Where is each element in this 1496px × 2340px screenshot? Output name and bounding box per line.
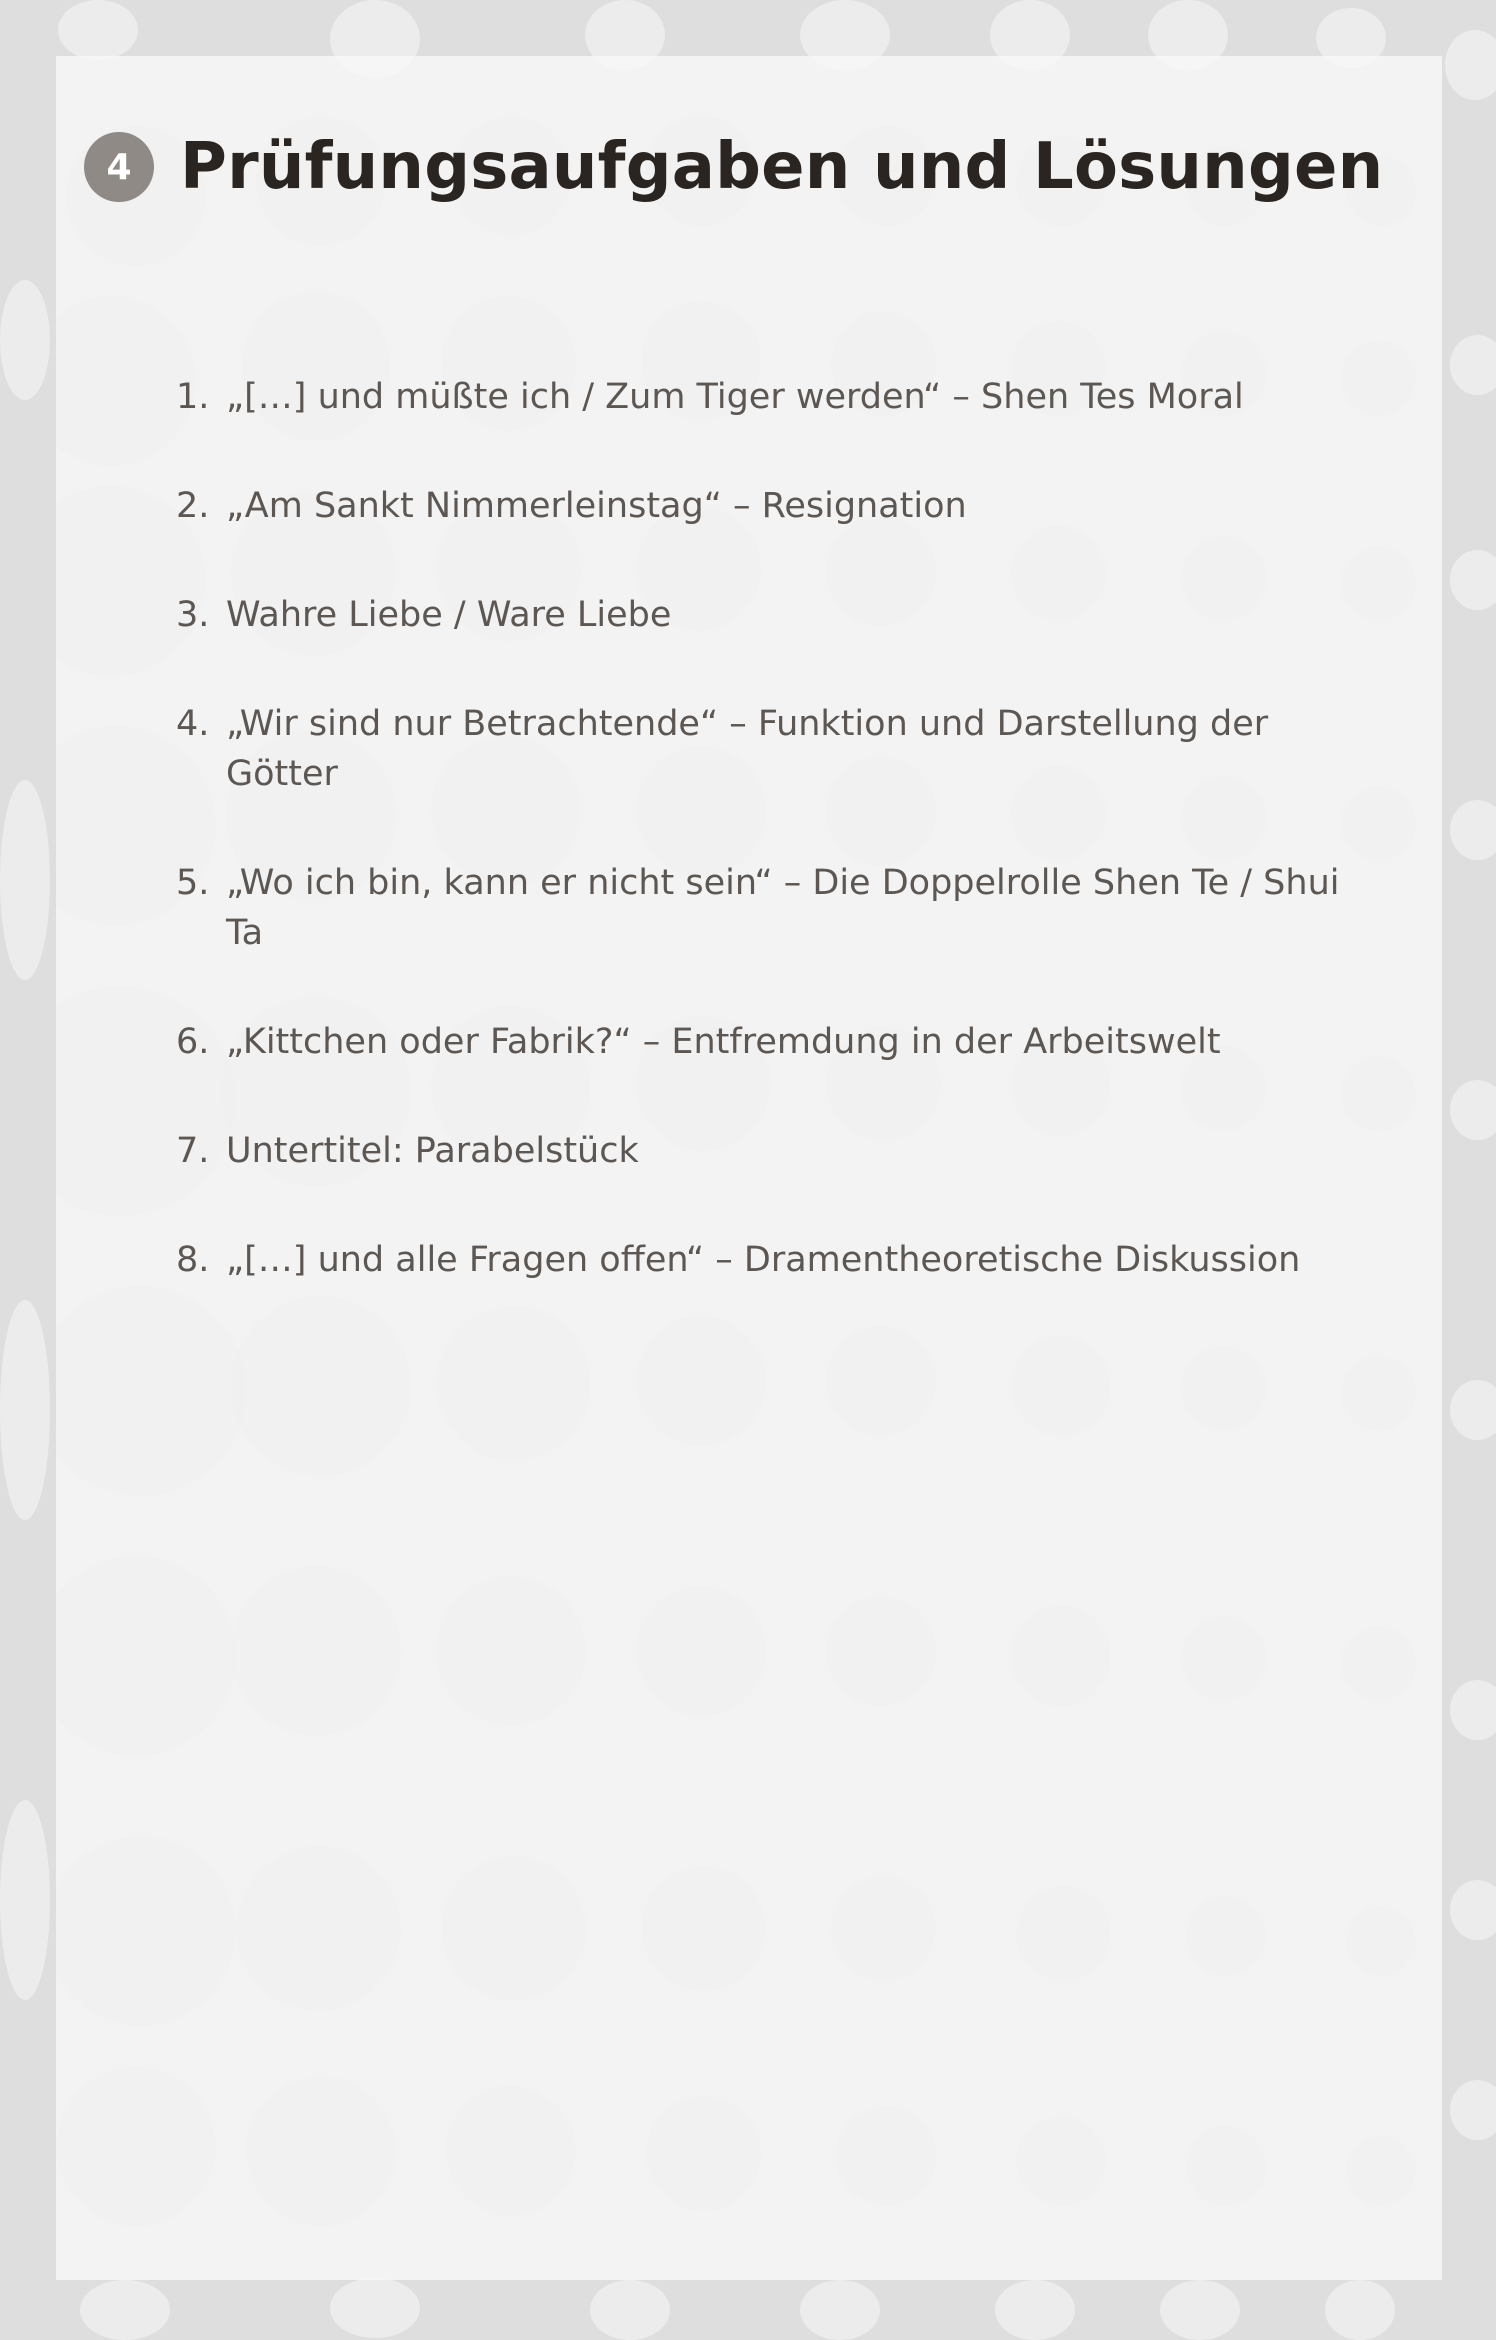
task-item <box>176 1235 1376 1285</box>
task-title: „Wo ich bin, kann er nicht sein“ – Die Doppelrolle Shen Te / Shui Ta <box>226 863 1340 953</box>
task-title: „[…] und alle Fragen offen“ – Dramentheoretische Diskussion <box>226 1240 1301 1280</box>
task-number: 2. <box>176 486 210 526</box>
task-title: „[…] und müßte ich / Zum Tiger werden“ – Shen Tes Moral <box>226 377 1244 417</box>
task-item <box>176 1126 1376 1176</box>
task-item <box>176 858 1376 958</box>
task-number: 5. <box>176 863 210 903</box>
task-item <box>176 590 1376 640</box>
task-item <box>176 699 1376 799</box>
task-item <box>176 1017 1376 1067</box>
task-title: Untertitel: Parabelstück <box>226 1131 639 1171</box>
task-title: „Am Sankt Nimmerleinstag“ – Resignation <box>226 486 967 526</box>
task-title: „Kittchen oder Fabrik?“ – Entfremdung in der Arbeitswelt <box>226 1022 1221 1062</box>
task-number: 8. <box>176 1240 210 1280</box>
task-number: 7. <box>176 1131 210 1171</box>
chapter-number-badge: 4 <box>84 132 154 202</box>
page-title: Prüfungsaufgaben und Lösungen <box>180 130 1384 204</box>
task-number: 6. <box>176 1022 210 1062</box>
task-title: Wahre Liebe / Ware Liebe <box>226 595 672 635</box>
task-number: 4. <box>176 704 210 744</box>
task-list <box>176 372 1376 1344</box>
task-title: „Wir sind nur Betrachtende“ – Funktion und Darstellung der Götter <box>226 704 1269 794</box>
task-number: 3. <box>176 595 210 635</box>
task-item <box>176 372 1376 422</box>
task-number: 1. <box>176 377 210 417</box>
task-item <box>176 481 1376 531</box>
chapter-header <box>84 130 1383 204</box>
